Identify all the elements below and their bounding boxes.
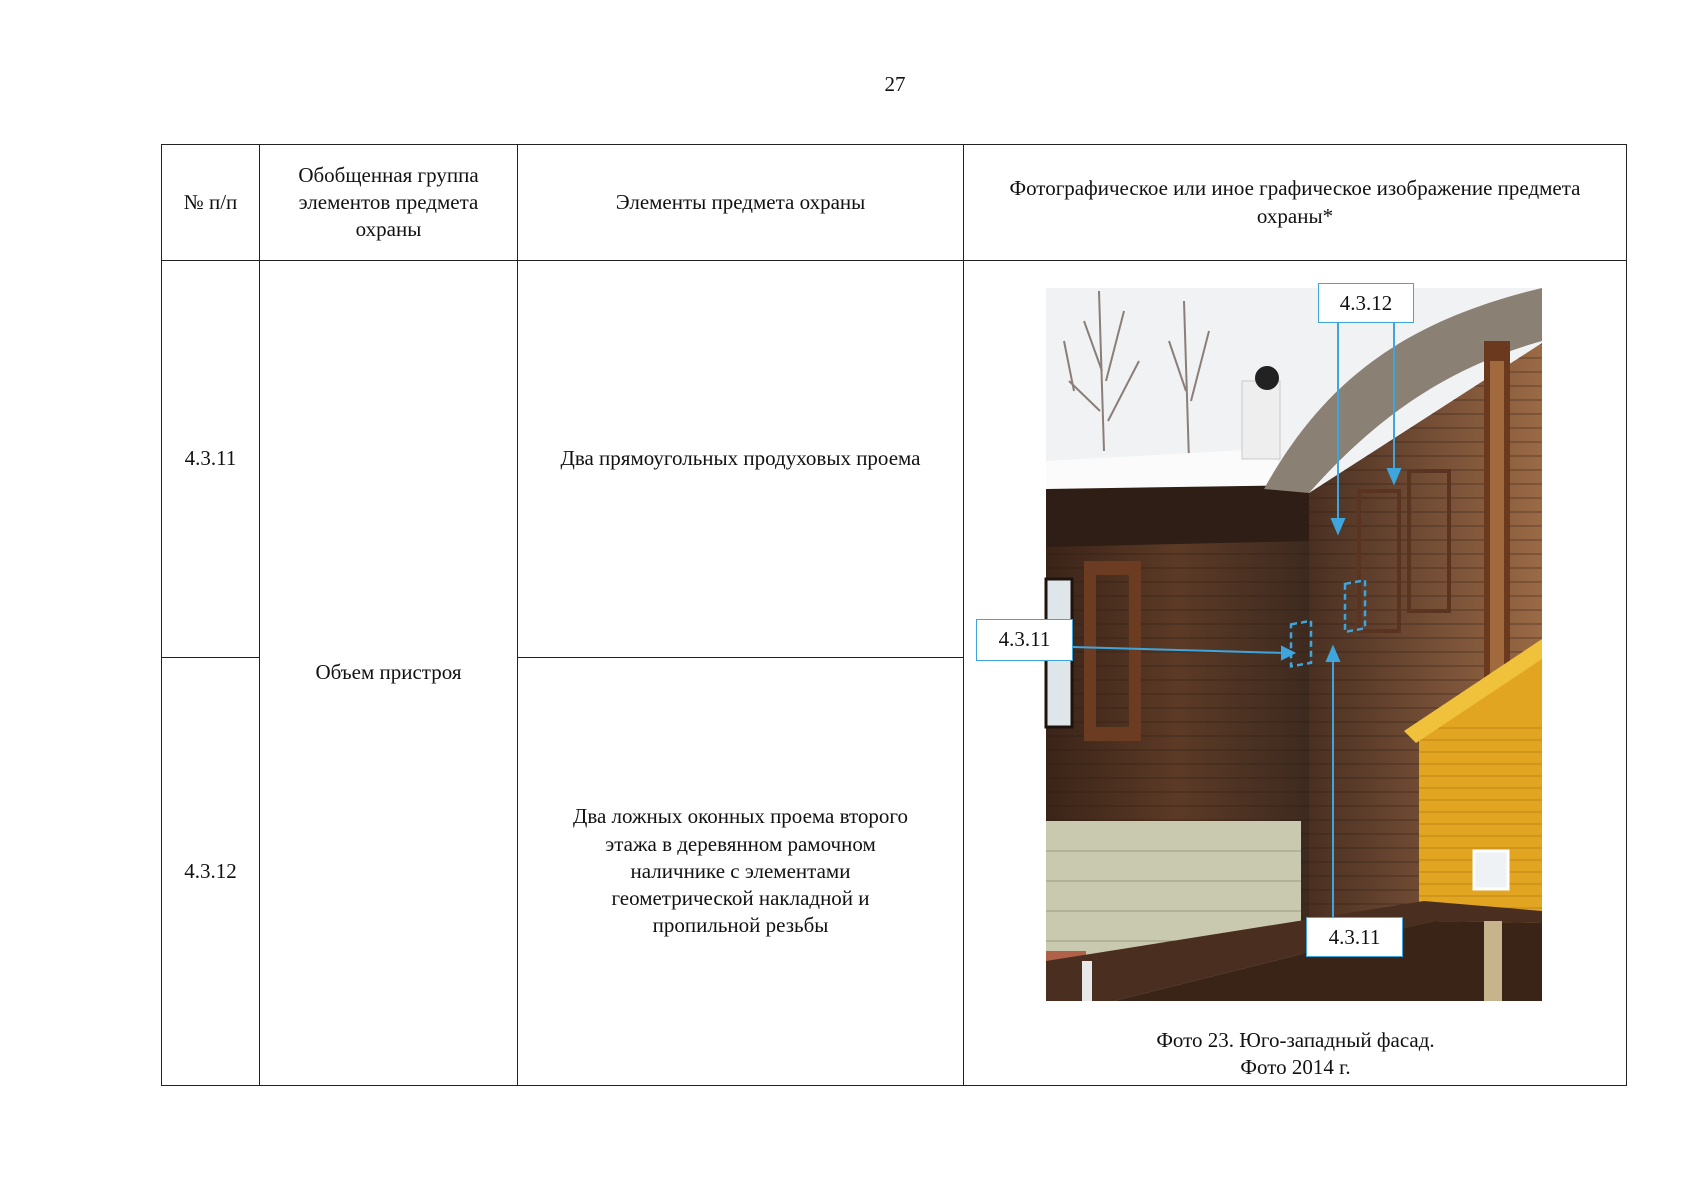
page-number: 27 [884, 72, 906, 96]
label-bottom-4-3-11: 4.3.11 [1306, 917, 1403, 957]
header-num: № п/п [162, 145, 260, 261]
table-header-row [162, 145, 1627, 261]
header-elements: Элементы предмета охраны [518, 145, 964, 261]
label-left-4-3-11: 4.3.11 [976, 619, 1073, 661]
label-top-4-3-12: 4.3.12 [1318, 283, 1414, 323]
table-row [162, 261, 1627, 658]
building-photo [964, 261, 1627, 1086]
element-description: Два прямоугольных продуховых проема [518, 261, 964, 658]
photo-caption [964, 1027, 1627, 1082]
row-number: 4.3.12 [162, 658, 260, 1086]
row-number: 4.3.11 [162, 261, 260, 658]
header-group: Обобщенная группа элементов предмета охраны [260, 145, 518, 261]
protected-elements-table [161, 144, 1627, 1086]
caption-line-1: Фото 23. Юго-западный фасад. [1156, 1028, 1435, 1052]
photo-cell [964, 261, 1627, 1086]
element-description: Два ложных оконных проема второго этажа в деревянном рамочном наличнике с элементами геометрической накладной и пропильной резьбы [518, 658, 964, 1086]
header-photo: Фотографическое или иное графическое изображение предмета охраны* [964, 145, 1627, 261]
caption-line-2: Фото 2014 г. [1240, 1055, 1351, 1080]
group-cell: Объем пристроя [260, 261, 518, 1086]
